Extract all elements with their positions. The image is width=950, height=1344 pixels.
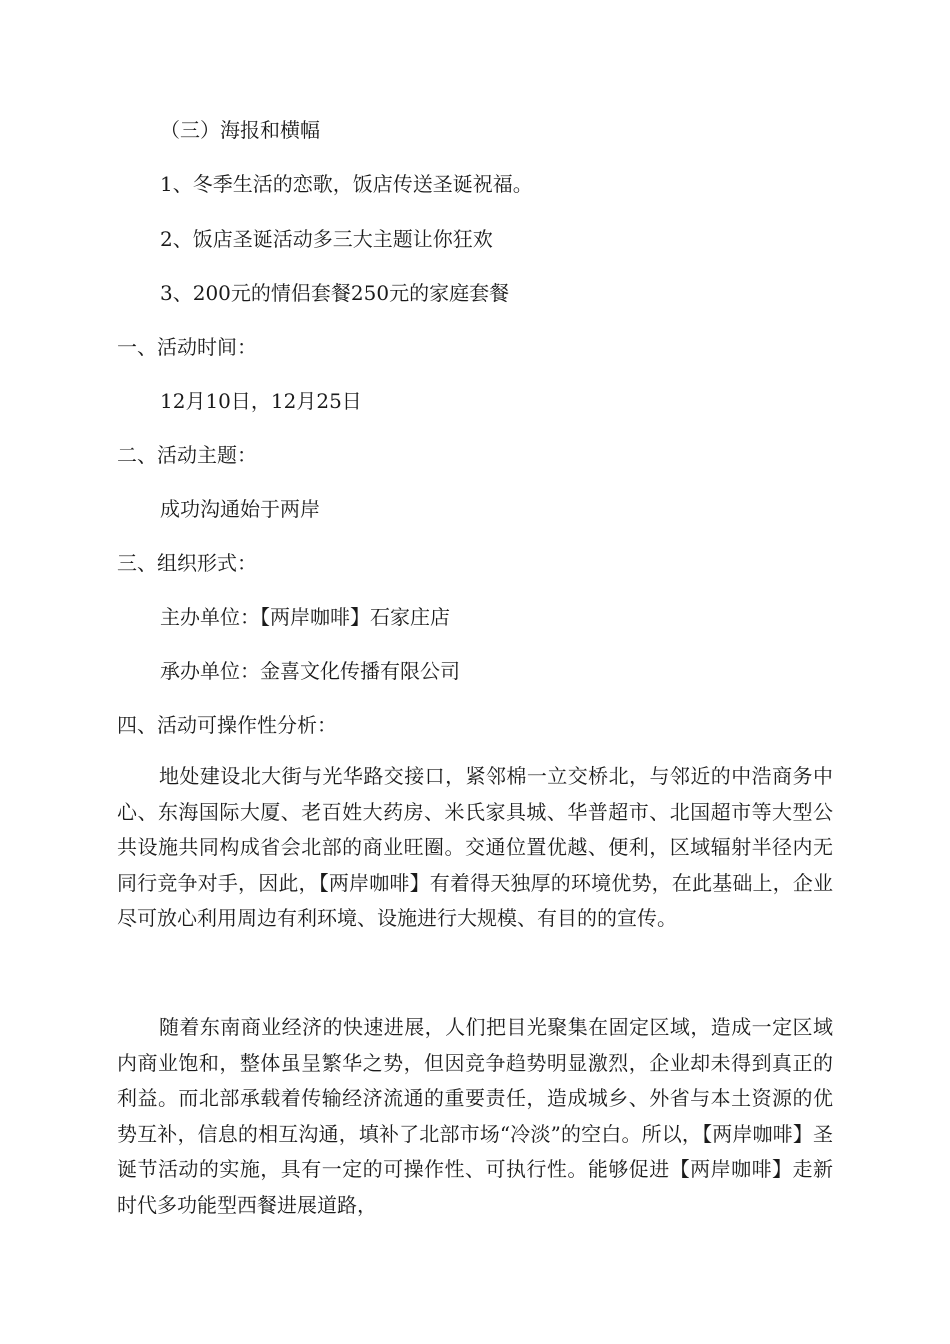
list-item-2: 2、饭店圣诞活动多三大主题让你狂欢 [160,227,493,251]
section-heading-posters-banners: （三）海报和横幅 [160,118,320,142]
heading-organization: 三、组织形式： [117,551,257,575]
heading-event-theme: 二、活动主题： [117,443,257,467]
heading-feasibility-analysis: 四、活动可操作性分析： [117,713,337,737]
heading-event-time: 一、活动时间： [117,335,257,359]
list-item-1: 1、冬季生活的恋歌，饭店传送圣诞祝福。 [160,172,533,196]
paragraph-economy: 随着东南商业经济的快速进展，人们把目光聚集在固定区域，造成一定区域内商业饱和，整体虽呈繁华之势，但因竞争趋势明显激烈，企业却未得到真正的利益。而北部承载着传输经济流通的重要责任，造成城乡、外省与本土资源的优势互补，信息的相互沟通，填补了北部市场“冷淡”的空白。所以，【两岸咖啡】圣诞节活动的实施，具有一定的可操作性、可执行性。能够促进【两岸咖啡】走新时代多功能型西餐进展道路， [117,1015,833,1217]
paragraph-location: 地处建设北大街与光华路交接口，紧邻棉一立交桥北，与邻近的中浩商务中心、东海国际大厦、老百姓大药房、米氏家具城、华普超市、北国超市等大型公共设施共同构成省会北部的商业旺圈。交通位置优越、便利，区域辐射半径内无同行竞争对手，因此，【两岸咖啡】有着得天独厚的环境优势，在此基础上，企业尽可放心利用周边有利环境、设施进行大规模、有目的的宣传。 [117,764,833,930]
co-organizer: 承办单位：金喜文化传播有限公司 [160,659,460,683]
organizer: 主办单位：【两岸咖啡】石家庄店 [160,605,450,629]
event-dates: 12月10日，12月25日 [160,389,362,413]
event-theme: 成功沟通始于两岸 [160,497,320,521]
list-item-3: 3、200元的情侣套餐250元的家庭套餐 [160,281,510,305]
